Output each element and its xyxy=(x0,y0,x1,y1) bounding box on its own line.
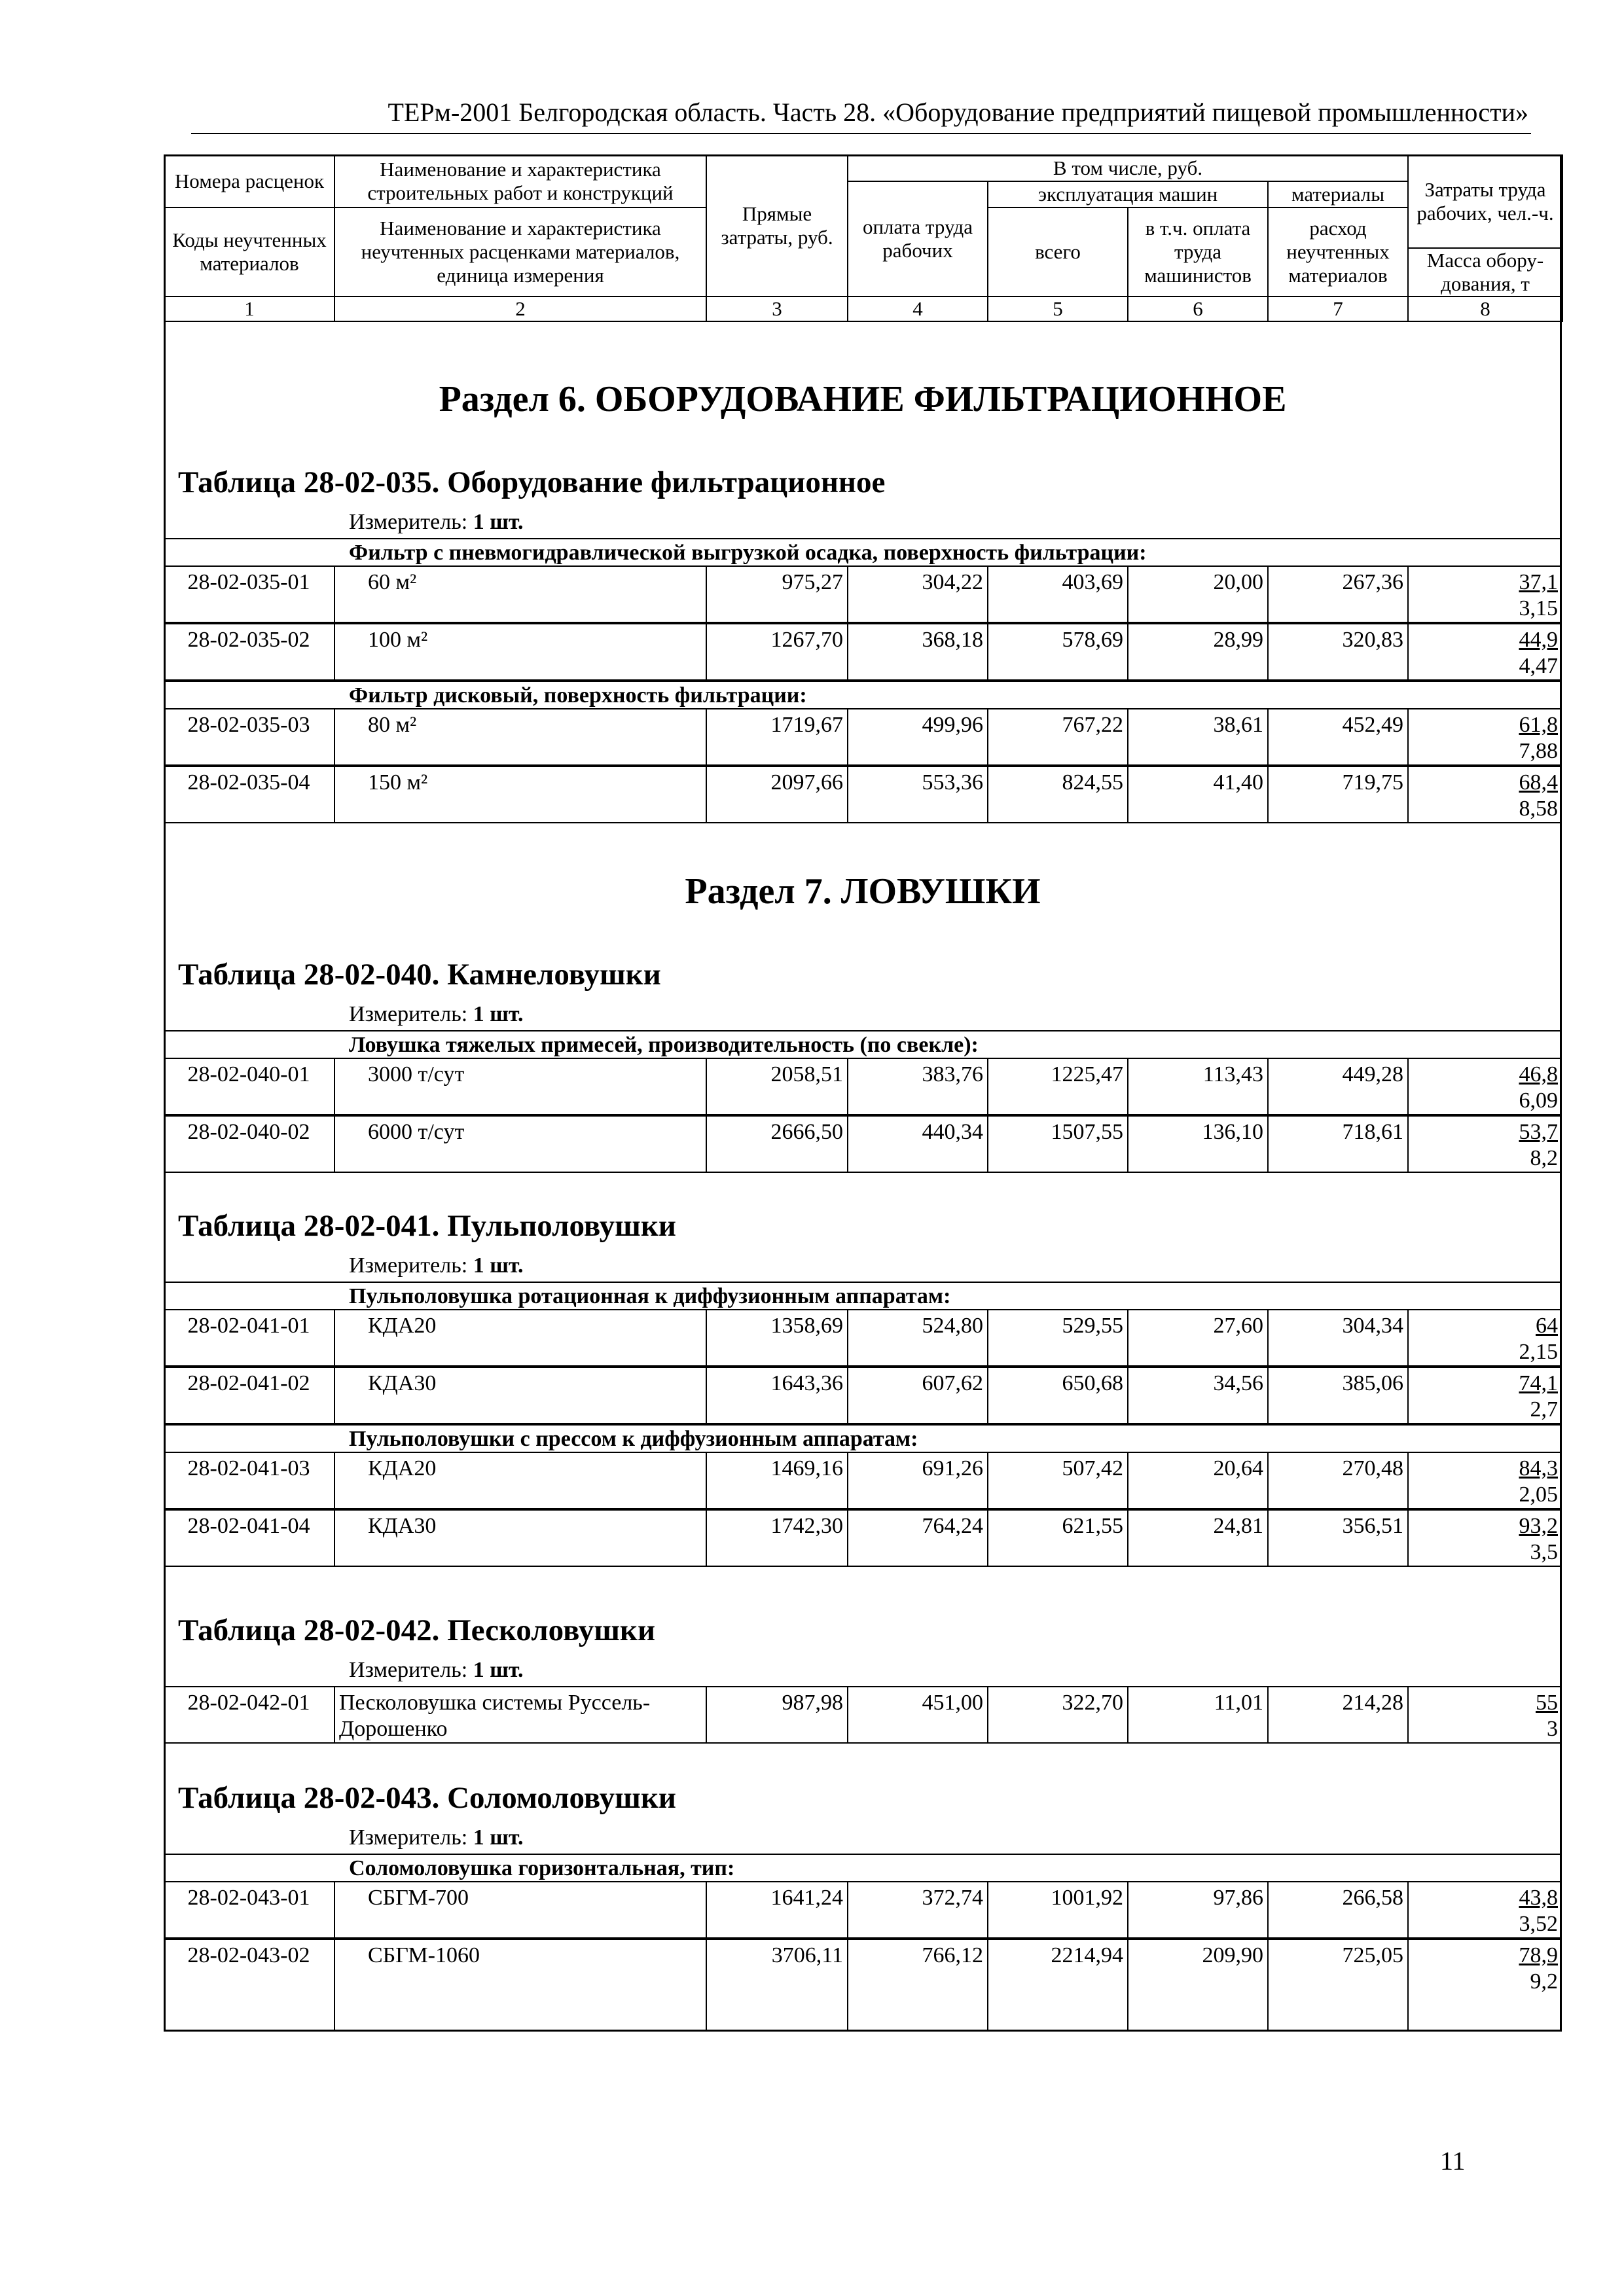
col-num: 4 xyxy=(848,296,988,321)
table-row: 28-02-043-02 СБГМ-1060 3706,11 766,12 2214,94 209,90 725,05 78,9 9,2 xyxy=(164,1939,1562,2032)
table-title: Таблица 28-02-042. Песколовушки xyxy=(178,1613,656,1647)
header-name: Наименование и характеристика строительных работ и конструкций xyxy=(334,155,706,207)
table-title: Таблица 28-02-043. Соломоловушки xyxy=(178,1781,676,1815)
table-row: 28-02-035-01 60 м² 975,27 304,22 403,69 20,00 267,36 37,1 3,15 xyxy=(164,565,1562,623)
col-num: 8 xyxy=(1408,296,1562,321)
page-number: 11 xyxy=(1440,2146,1466,2176)
column-header xyxy=(164,154,1563,322)
measure: Измеритель: 1 шт. xyxy=(349,1658,524,1682)
col-num: 6 xyxy=(1128,296,1268,321)
section-title: Раздел 6. ОБОРУДОВАНИЕ ФИЛЬТРАЦИОННОЕ xyxy=(439,379,1287,420)
header-mat-use: расход неучтенных материалов xyxy=(1268,207,1408,296)
header-rule xyxy=(191,133,1531,134)
col-num: 3 xyxy=(706,296,848,321)
group-heading: Фильтр с пневмогидравлической выгрузкой осадка, поверхность фильтрации: xyxy=(164,538,1562,565)
header-direct: Прямые затраты, руб. xyxy=(706,155,848,296)
group-heading: Пульполовушка ротационная к диффузионным аппаратам: xyxy=(164,1282,1562,1309)
header-mass: Масса обору-дования, т xyxy=(1408,248,1562,296)
running-head: ТЕРм-2001 Белгородская область. Часть 28. «Оборудование предприятий пищевой промышленности» xyxy=(388,98,1528,127)
table-row: 28-02-035-03 80 м² 1719,67 499,96 767,22 38,61 452,49 61,8 7,88 xyxy=(164,708,1562,766)
table-row: 28-02-041-04 КДА30 1742,30 764,24 621,55 24,81 356,51 93,2 3,5 xyxy=(164,1509,1562,1567)
measure: Измеритель: 1 шт. xyxy=(349,1825,524,1850)
table-row: 28-02-035-04 150 м² 2097,66 553,36 824,55 41,40 719,75 68,4 8,58 xyxy=(164,766,1562,823)
header-material-names: Наименование и характеристика неучтенных расценками материалов, единица измерения xyxy=(334,207,706,296)
table-title: Таблица 28-02-041. Пульполовушки xyxy=(178,1209,676,1243)
table-row: 28-02-040-01 3000 т/сут 2058,51 383,76 1225,47 113,43 449,28 46,8 6,09 xyxy=(164,1058,1562,1115)
table-row: 28-02-041-03 КДА20 1469,16 691,26 507,42 20,64 270,48 84,3 2,05 xyxy=(164,1452,1562,1509)
header-machines: эксплуатация машин xyxy=(988,181,1268,207)
header-codes: Номера расценок xyxy=(164,155,334,207)
measure: Измеритель: 1 шт. xyxy=(349,1253,524,1278)
table-title: Таблица 28-02-040. Камнеловушки xyxy=(178,958,661,992)
group-heading: Соломоловушка горизонтальная, тип: xyxy=(164,1854,1562,1881)
header-materials: материалы xyxy=(1268,181,1408,207)
measure: Измеритель: 1 шт. xyxy=(349,510,524,534)
header-mach-total: всего xyxy=(988,207,1128,296)
table-row: 28-02-041-01 КДА20 1358,69 524,80 529,55 27,60 304,34 64 2,15 xyxy=(164,1309,1562,1367)
header-material-codes: Коды неучтенных материалов xyxy=(164,207,334,296)
table-row: 28-02-042-01 Песколовушка системы Руссель-Дорошенко 987,98 451,00 322,70 11,01 214,28 55 3 xyxy=(164,1686,1562,1744)
group-heading: Пульполовушки с прессом к диффузионным аппаратам: xyxy=(164,1424,1562,1452)
col-num: 7 xyxy=(1268,296,1408,321)
col-num: 2 xyxy=(334,296,706,321)
col-num: 5 xyxy=(988,296,1128,321)
table-row: 28-02-035-02 100 м² 1267,70 368,18 578,69 28,99 320,83 44,9 4,47 xyxy=(164,623,1562,681)
col-num: 1 xyxy=(164,296,334,321)
table-row: 28-02-041-02 КДА30 1643,36 607,62 650,68 34,56 385,06 74,1 2,7 xyxy=(164,1367,1562,1424)
section-title: Раздел 7. ЛОВУШКИ xyxy=(685,871,1041,912)
table-row: 28-02-040-02 6000 т/сут 2666,50 440,34 1507,55 136,10 718,61 53,7 8,2 xyxy=(164,1115,1562,1173)
header-labor-hours: Затраты труда рабочих, чел.-ч. xyxy=(1408,155,1562,248)
group-heading: Ловушка тяжелых примесей, производительность (по свекле): xyxy=(164,1030,1562,1058)
table-title: Таблица 28-02-035. Оборудование фильтрационное xyxy=(178,465,886,499)
table-row: 28-02-043-01 СБГМ-700 1641,24 372,74 1001,92 97,86 266,58 43,8 3,52 xyxy=(164,1881,1562,1939)
header-incl: В том числе, руб. xyxy=(848,155,1408,181)
header-mach-labor: в т.ч. оплата труда машинистов xyxy=(1128,207,1268,296)
measure: Измеритель: 1 шт. xyxy=(349,1002,524,1026)
header-labor: оплата труда рабочих xyxy=(848,181,988,296)
group-heading: Фильтр дисковый, поверхность фильтрации: xyxy=(164,681,1562,708)
